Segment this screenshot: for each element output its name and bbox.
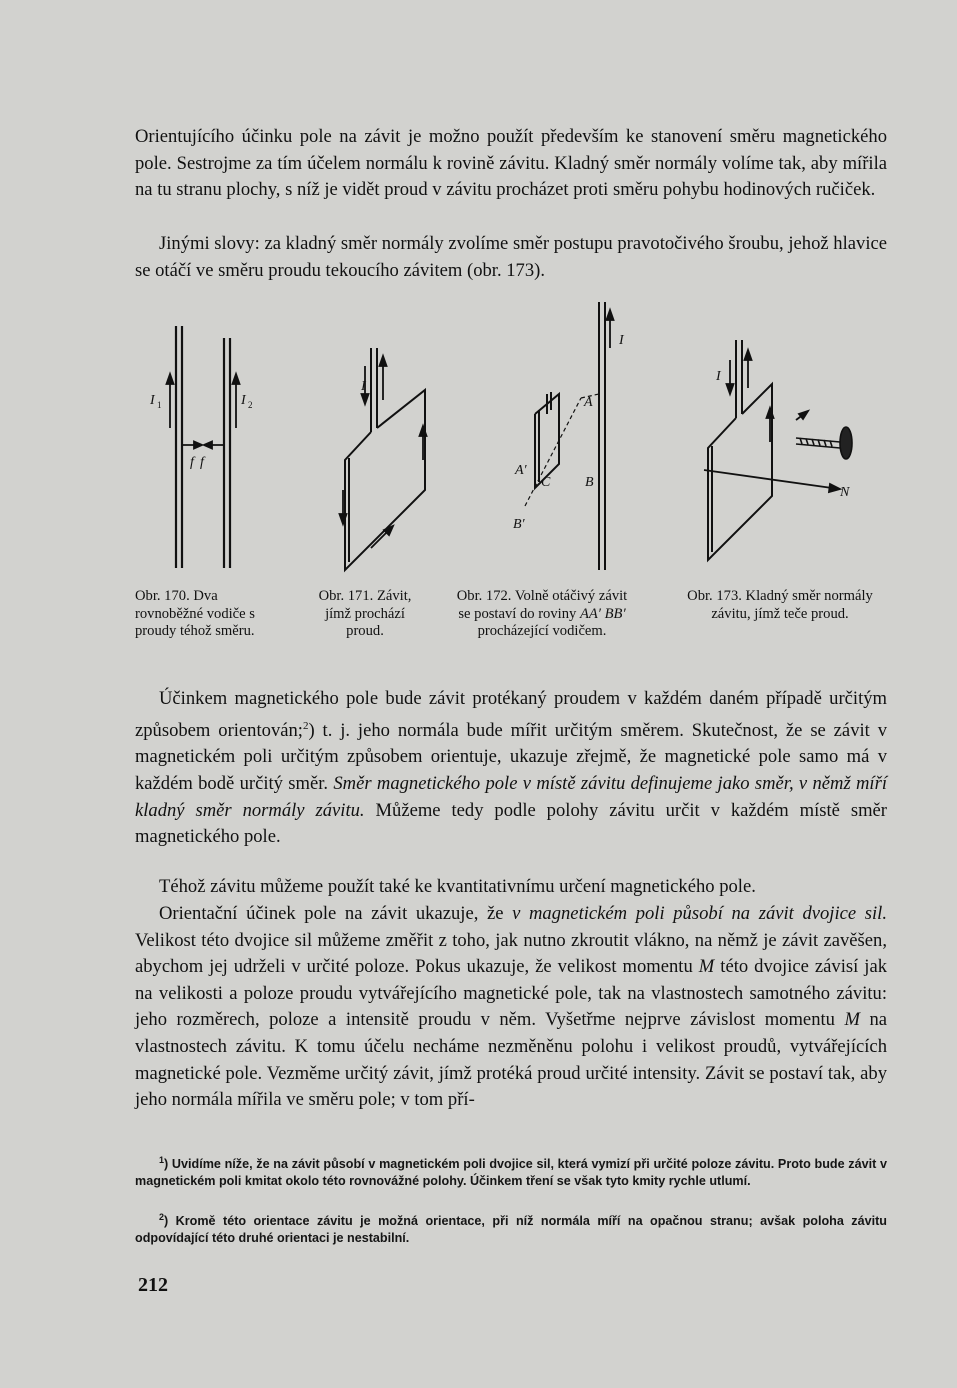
caption-fig-172: [452, 588, 632, 641]
label-i1-sub: 1: [157, 400, 162, 410]
caption-fig-172-planes: AA′ BB′: [579, 605, 626, 622]
label-i: I: [716, 369, 721, 384]
label-i: I: [361, 379, 366, 394]
figure-173: [700, 330, 880, 580]
footnote-mark: 2: [159, 1212, 165, 1222]
footnote-2: [135, 1209, 887, 1248]
footnote-ref-2: 2: [302, 719, 309, 732]
caption-fig-172-prefix: Obr. 172. Volně otáčivý závit se postaví do roviny: [456, 588, 628, 622]
label-i2-sub: 2: [248, 400, 253, 410]
label-i1: I: [150, 393, 155, 408]
moment-symbol: M: [698, 956, 715, 978]
label-i2: I: [241, 393, 246, 408]
moment-symbol: M: [844, 1009, 860, 1031]
screw-rule-paragraph: Jinými slovy: za kladný směr normály zvolíme směr postupu pravotočivého šroubu, jehož hlavice se otáčí ve směru proudu tekoucího závitem (obr. 173).: [135, 233, 887, 281]
text-run: Velikost této dvojice sil můžeme změřit z toho, jak nutno zkroutit vlákno, na němž je závit zavěšen, abychom jej udrželi v určité poloze. Pokus ukazuje, že velikost momentu: [135, 929, 887, 978]
label-i: I: [619, 333, 624, 348]
page-number: 212: [138, 1274, 168, 1296]
label-a-prime: A′: [515, 463, 527, 478]
figure-171: [325, 340, 435, 580]
text-run: na vlastnostech závitu. K tomu účelu necháme nezměněnu polohu i velikost proudů, vytvářejících magnetické pole. Vezměme určitý závit, jímž protéká proud určité intensity. Závit se postaví tak, aby jeho normála mířila ve směru pole; v tom pří-: [135, 1009, 887, 1111]
definition-italic: Směr magnetického pole v místě závitu definujeme jako směr, v němž míří kladný směr normály závitu.: [135, 772, 887, 821]
torque-paragraph: [135, 901, 887, 1114]
label-n: N: [840, 485, 850, 500]
text-run: této dvojice závisí jak na velikosti a poloze proudu vytvářejícího magnetické pole, tak na vlastnostech samotného závitu: jeho rozměrech, poloze a intensitě proudu v něm. Vyšetřme nejprve závislost momentu: [135, 956, 887, 1031]
label-c: C: [541, 475, 551, 490]
label-b: B: [585, 475, 594, 490]
label-f-left: f: [190, 455, 194, 470]
caption-fig-171: Obr. 171. Závit, jímž prochází proud.: [318, 588, 412, 639]
label-b-prime: B′: [513, 517, 525, 532]
text-run: Účinkem magnetického pole bude závit protékaný proudem v každém daném případě určitým způsobem orientován;: [135, 688, 887, 741]
footnote-1: [135, 1152, 887, 1191]
orientation-paragraph: [135, 686, 887, 851]
caption-fig-172-suffix: procházející vodičem.: [477, 623, 607, 639]
label-f-right: f: [200, 455, 204, 470]
figure-170: [140, 318, 253, 578]
label-a: A: [584, 395, 593, 410]
caption-fig-173: Obr. 173. Kladný směr normály závitu, jímž teče proud.: [687, 588, 873, 622]
footnote-mark: 1: [159, 1155, 165, 1165]
screw-icon: [796, 427, 852, 459]
footnote-text: ) Uvidíme níže, že na závit působí v magnetickém poli dvojice sil, která vymizí při určité poloze závitu. Proto bude závit v magnetickém poli kmitat okolo této rovnovážné polohy. Účinkem tření se však tyto kmity rychle utlumí.: [135, 1157, 887, 1189]
text-run: Můžeme tedy podle polohy závitu určit v každém místě směr magnetického pole.: [135, 799, 887, 848]
quantitative-paragraph: Téhož závitu můžeme použít také ke kvantitativnímu určení magnetického pole.: [159, 876, 756, 897]
figure-172: [495, 298, 625, 578]
text-run: Orientační účinek pole na závit ukazuje, že: [159, 903, 513, 924]
force-couple-italic: v magnetickém poli působí na závit dvojice sil.: [512, 903, 887, 924]
text-run: ) t. j. jeho normála bude mířit určitým směrem. Skutečnost, že se závit v magnetickém poli určitým způsobem orientuje, ukazuje zřejmě, že magnetické pole samo má v každém bodě určitý směr.: [135, 719, 887, 794]
intro-paragraph: Orientujícího účinku pole na závit je možno použít především ke stanovení směru magnetického pole. Sestrojme za tím účelem normálu k rovině závitu. Kladný směr normály volíme tak, aby mířila na tu stranu plochy, s níž je vidět proud v závitu procházet proti směru pohybu hodinových ručiček.: [135, 126, 887, 201]
caption-fig-170: Obr. 170. Dva rovnoběžné vodiče s proudy téhož směru.: [135, 588, 255, 639]
footnote-text: ) Kromě této orientace závitu je možná orientace, při níž normála míří na opačnou stranu; avšak poloha závitu odpovídající této druhé orientaci je nestabilní.: [135, 1214, 887, 1246]
